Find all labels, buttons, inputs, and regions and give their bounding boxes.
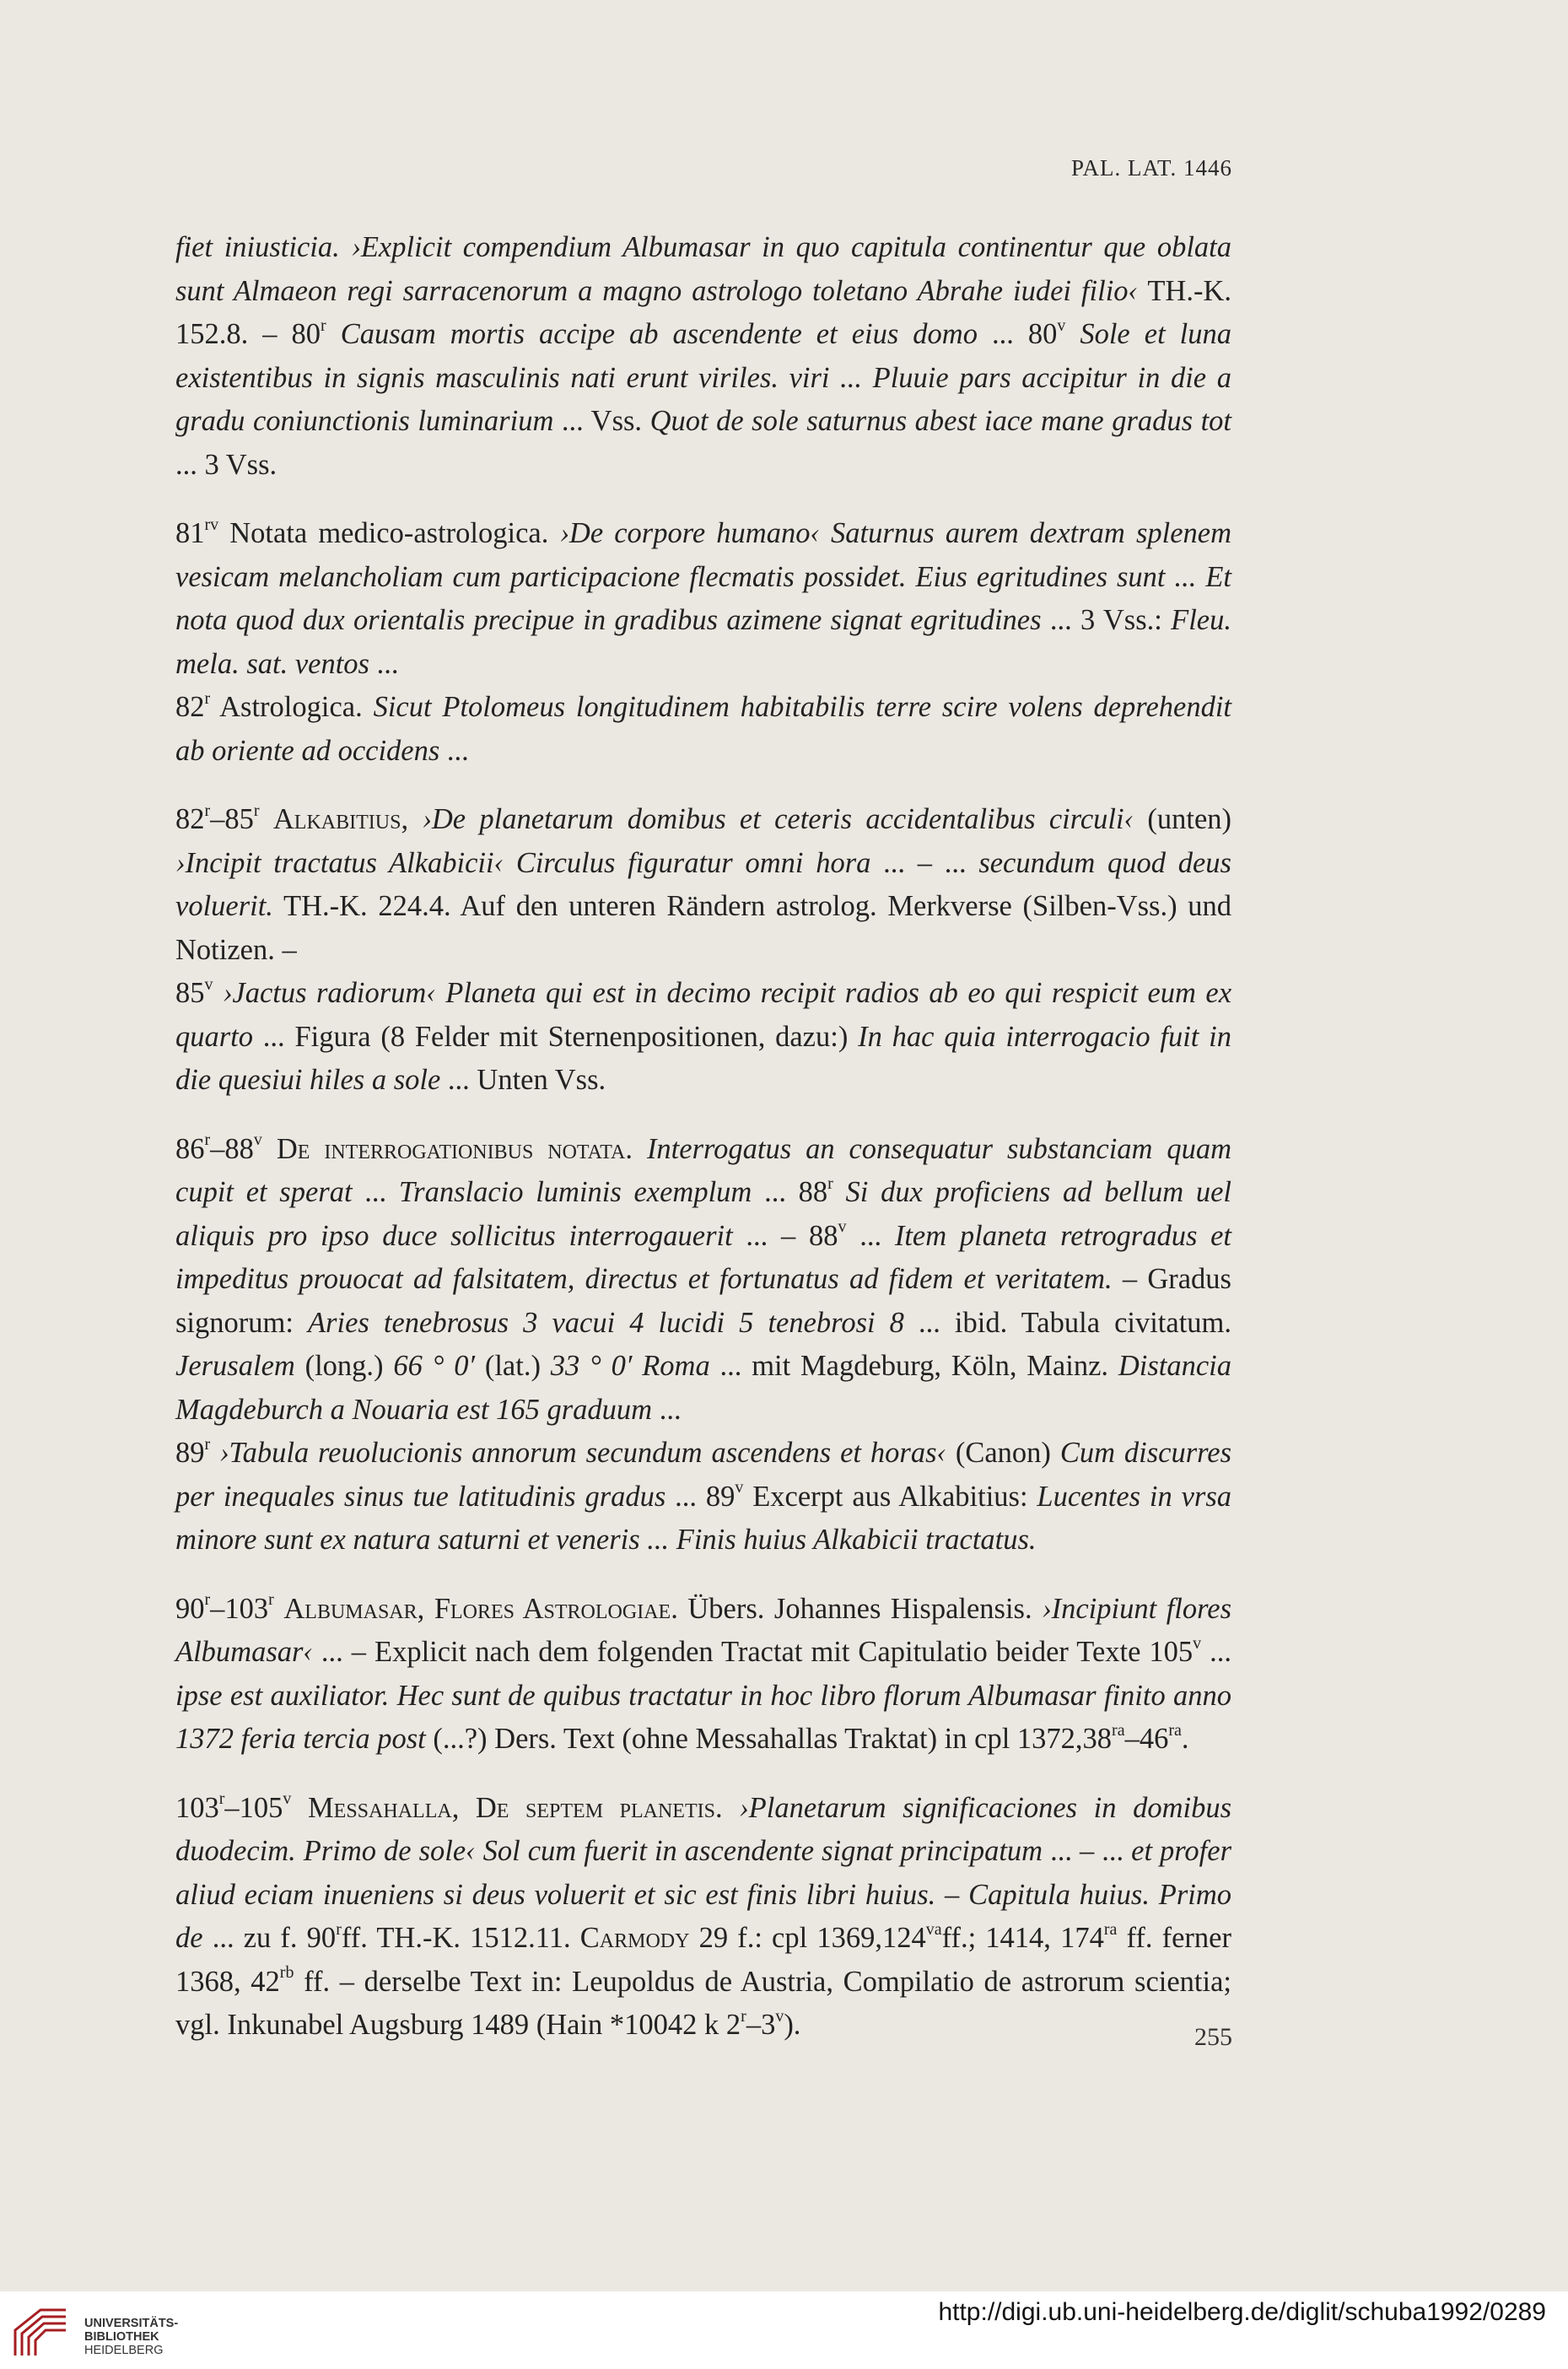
folio-sup: r: [321, 316, 326, 335]
latin-text: Lucentes in vrsa minore sunt ex natura saturni et veneris ... Finis huius Alkabicii tractatus.: [175, 1480, 1231, 1556]
latin-text: Fleu. mela. sat. ventos: [175, 604, 1231, 680]
latin-text: Interrogatus an consequatur substanciam quam cupit et sperat: [175, 1132, 1232, 1208]
text: –105: [224, 1791, 283, 1824]
library-name-line: HEIDELBERG: [84, 2344, 164, 2357]
text: ... – ...: [1043, 1835, 1132, 1867]
latin-text: In hac quia interrogacio fuit in die quesiui hiles a sole: [175, 1020, 1231, 1096]
text: –: [935, 1878, 969, 1911]
latin-text: 33 ° 0′ Roma: [550, 1350, 710, 1382]
text: Notata medico-astrologica.: [218, 517, 560, 549]
latin-text: ›De planetarum domibus et ceteris accidentalibus circuli‹: [422, 803, 1134, 835]
author-name: Messahalla: [308, 1791, 452, 1824]
text: [260, 803, 273, 835]
folio: 86: [175, 1132, 205, 1165]
folio-sup: ra: [1112, 1720, 1125, 1740]
text: ).: [784, 2009, 801, 2041]
folio-sup: ra: [1168, 1720, 1182, 1740]
folio-sup: r: [268, 1590, 274, 1609]
folio-sup: v: [253, 1131, 262, 1149]
latin-text: Capitula huius. Primo de: [175, 1878, 1231, 1954]
entry-paragraph: [175, 1128, 1231, 1433]
text: ff. – derselbe Text in: Leupoldus de Austria, Compilatio de astrorum scientia; vgl. Inkunabel Augsburg 1489 (Hain *10042 k 2: [175, 1965, 1231, 2041]
text: [213, 977, 223, 1009]
text: ... Figura (8 Felder mit Sternenpositionen, dazu:): [253, 1020, 859, 1053]
folio: 82: [175, 691, 205, 723]
latin-text: ›Tabula reuolucionis annorum secundum ascendens et horas‹: [219, 1437, 946, 1469]
library-name-line: BIBLIOTHEK: [84, 2330, 159, 2344]
folio: 89: [175, 1437, 205, 1469]
folio-sup: r: [827, 1174, 833, 1193]
text: ...: [352, 1176, 399, 1208]
library-logo-icon: [7, 2305, 74, 2359]
page-number: 255: [1194, 2023, 1232, 2051]
folio: 85: [175, 977, 205, 1009]
folio: 103: [175, 1791, 219, 1824]
text: [833, 1176, 846, 1208]
folio: 81: [175, 517, 205, 549]
text: [274, 1593, 284, 1625]
latin-text: 66 ° 0′: [393, 1350, 476, 1382]
author-name: Carmody: [579, 1922, 690, 1954]
folio-sup: r: [253, 801, 260, 820]
text: Excerpt aus Alkabitius:: [743, 1480, 1037, 1513]
entry-paragraph: [175, 512, 1231, 686]
text: ,: [417, 1592, 434, 1625]
latin-text: Item planeta retrogradus et impeditus prouocat ad falsitatem, directus et fortunatus ad fidem et veritatem.: [175, 1219, 1232, 1295]
folio-sup: r: [336, 1919, 342, 1939]
text: [291, 1792, 308, 1824]
folio: 82: [175, 803, 205, 835]
folio-sup: rv: [204, 515, 219, 534]
folio-sup: r: [204, 1434, 211, 1454]
text: (Canon): [946, 1437, 1060, 1469]
text: ... mit Magdeburg, Köln, Mainz.: [709, 1350, 1118, 1382]
folio-sup: r: [204, 688, 211, 708]
text: (lat.): [475, 1350, 551, 1382]
author-name: Alkabitius: [272, 803, 401, 835]
text: (long.): [294, 1350, 394, 1382]
latin-text: secundum quod deus voluerit.: [175, 846, 1231, 922]
text: .: [1181, 1723, 1189, 1755]
work-title: De septem planetis: [475, 1791, 715, 1824]
text: Astrologica.: [210, 691, 374, 723]
text: ... Unten Vss.: [440, 1064, 606, 1096]
text: ff.; 1414, 174: [941, 1922, 1104, 1954]
latin-text: ›De corpore humano‹ Saturnus aurem dextram splenem vesicam melancholiam cum participacione flecmatis possidet. Eius egritudines sunt ... Et nota quod dux orientalis precipue in gradibus azimene signat egritudines: [175, 517, 1231, 636]
text: ... 80: [977, 318, 1058, 350]
text: ...: [846, 1219, 895, 1252]
latin-text: ›Incipit tractatus Alkabicii‹ Circulus figuratur omni hora: [175, 846, 871, 879]
latin-text: Si dux proficiens ad bellum uel aliquis pro ipso duce sollicitus interrogauerit: [175, 1176, 1231, 1252]
text: ...: [652, 1393, 682, 1426]
folio-sup: v: [204, 974, 213, 994]
text: ,: [451, 1791, 476, 1824]
text: ... – 88: [732, 1219, 838, 1252]
work-title: Flores Astrologiae: [434, 1592, 671, 1625]
text: ... 3 Vss.:: [1041, 604, 1172, 636]
latin-text: Aries tenebrosus 3 vacui 4 lucidi 5 tenebrosi 8: [307, 1306, 904, 1339]
text: (unten): [1134, 803, 1231, 835]
latin-text: Translacio luminis exemplum: [398, 1176, 752, 1208]
latin-text: Sicut Ptolomeus longitudinem habitabilis terre scire volens deprehendit ab oriente ad occidens: [175, 691, 1232, 767]
source-url-link[interactable]: http://digi.ub.uni-heidelberg.de/diglit/schuba1992/0289: [938, 2298, 1546, 2326]
text: ... 89: [665, 1480, 736, 1513]
author-name: Albumasar: [283, 1592, 418, 1625]
text: ... ibid. Tabula civitatum.: [903, 1306, 1231, 1339]
latin-text: ›Planetarum significaciones in domibus duodecim. Primo de sole‹ Sol cum fuerit in ascendente signat principatum: [175, 1791, 1232, 1867]
catalog-text: [175, 226, 1231, 2048]
folio-sup: r: [741, 2006, 746, 2026]
folio-sup: ra: [1103, 1919, 1118, 1939]
running-head: PAL. LAT. 1446: [1070, 155, 1232, 181]
text: ,: [401, 803, 423, 835]
latin-text: Quot de sole saturnus abest iace mane gradus tot: [649, 405, 1231, 437]
folio-sup: r: [218, 1789, 225, 1808]
folio-sup: v: [1057, 316, 1066, 335]
text: ... – ...: [870, 846, 979, 879]
section-title: De interrogationibus notata: [276, 1132, 626, 1165]
text: –3: [746, 2009, 776, 2041]
text: TH.-K. 152.8. – 80: [175, 274, 1231, 350]
library-footer: [0, 2291, 1568, 2369]
text: –88: [210, 1132, 254, 1165]
text: ...: [1201, 1636, 1231, 1668]
entry-paragraph: [175, 1787, 1231, 2048]
text: TH.-K. 224.4. Auf den unteren Rändern astrolog. Merkverse (Silben-Vss.) und Notizen. –: [175, 890, 1231, 966]
library-name: [84, 2317, 178, 2357]
folio-sup: va: [925, 1919, 942, 1939]
text: – Gradus signorum:: [175, 1263, 1231, 1339]
latin-text: Distancia Magdeburch a Nouaria est 165 graduum: [175, 1350, 1231, 1426]
latin-text: fiet iniusticia. ›Explicit compendium Albumasar in quo capitula continentur que oblata sunt Almaeon regi sarracenorum a magno astrologo toletano Abrahe iudei filio‹: [175, 231, 1231, 307]
folio-sup: v: [735, 1478, 744, 1497]
text: ...: [369, 647, 399, 680]
latin-text: ›Jactus radiorum‹ Planeta qui est in decimo recipit radios ab eo qui respicit eum ex quarto: [175, 977, 1232, 1053]
text: 29 f.: cpl 1369,124: [689, 1922, 926, 1954]
latin-text: Jerusalem: [175, 1350, 295, 1382]
entry-paragraph: [175, 972, 1231, 1103]
text: .: [625, 1132, 647, 1165]
entry-paragraph: [175, 226, 1231, 487]
text: ... – Explicit nach dem folgenden Tractat mit Capitulatio beider Texte 105: [312, 1636, 1194, 1668]
folio-sup: v: [1193, 1633, 1202, 1653]
text: –85: [210, 803, 254, 835]
latin-text: ›Incipiunt flores Albumasar‹: [175, 1592, 1231, 1668]
folio-sup: v: [283, 1789, 292, 1808]
folio-sup: v: [838, 1217, 847, 1236]
library-name-line: UNIVERSITÄTS-: [84, 2317, 179, 2330]
text: .: [714, 1791, 740, 1824]
text: ff. ferner 1368, 42: [175, 1922, 1231, 1998]
text: ... 3 Vss.: [175, 448, 277, 481]
folio-sup: r: [204, 1590, 211, 1609]
entry-paragraph: [175, 686, 1231, 773]
folio: 90: [175, 1592, 205, 1625]
folio-sup: r: [204, 1131, 211, 1149]
latin-text: Sole et luna existentibus in signis masculinis nati erunt viriles. viri ... Pluuie pars accipitur in die a gradu coniunctionis luminarium: [175, 318, 1231, 437]
text: [210, 1437, 219, 1469]
text: ...: [439, 734, 469, 767]
text: ff. TH.-K. 1512.11.: [341, 1922, 580, 1954]
text: ... Vss.: [553, 405, 650, 437]
folio-sup: v: [775, 2006, 784, 2026]
folio-sup: rb: [279, 1963, 294, 1982]
text: [262, 1133, 277, 1165]
text: ... zu f. 90: [202, 1922, 337, 1954]
latin-text: et profer aliud eciam inueniens si deus voluerit et sic est finis libri huius.: [175, 1835, 1231, 1911]
text: –46: [1124, 1723, 1169, 1755]
latin-text: Causam mortis accipe ab ascendente et eius domo: [326, 318, 978, 350]
text: –103: [210, 1592, 269, 1625]
entry-paragraph: [175, 1588, 1231, 1762]
text: . Übers. Johannes Hispalensis.: [671, 1592, 1043, 1625]
latin-text: ipse est auxiliator. Hec sunt de quibus tractatur in hoc libro florum Albumasar finito anno 1372 feria tercia post: [175, 1679, 1231, 1755]
entry-paragraph: [175, 1432, 1231, 1562]
text: ... 88: [752, 1176, 828, 1208]
latin-text: Cum discurres per inequales sinus tue latitudinis gradus: [175, 1437, 1232, 1513]
text: (...?) Ders. Text (ohne Messahallas Traktat) in cpl 1372,38: [425, 1723, 1113, 1755]
folio-sup: r: [204, 801, 211, 820]
entry-paragraph: [175, 798, 1231, 972]
